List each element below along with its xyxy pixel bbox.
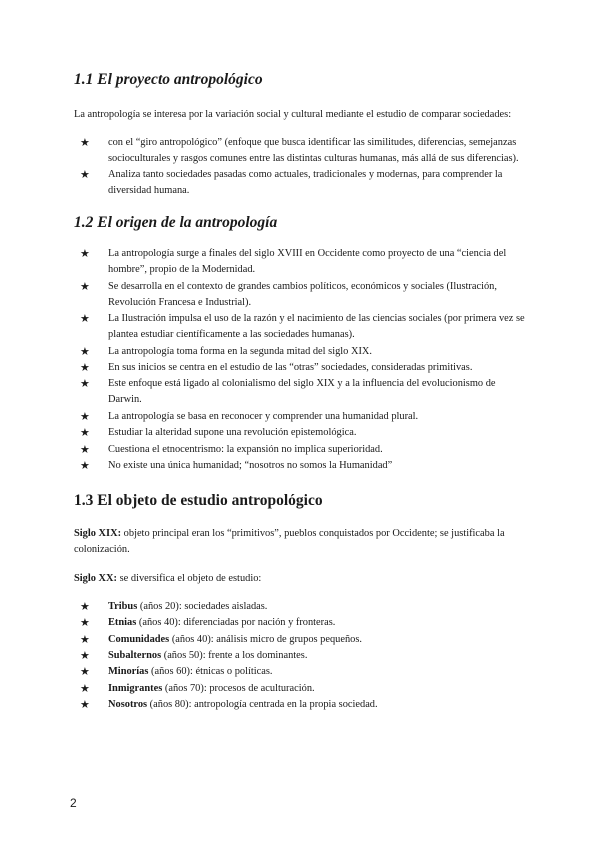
list-item [74,632,530,648]
list-item [74,344,530,360]
list-item [74,376,530,408]
star-bullet-icon: ★ [80,698,90,712]
list-item-text: (años 20): sociedades aisladas. [139,600,268,612]
list-item-text: Se desarrolla en el contexto de grandes cambios políticos, económicos y sociales (Ilustración, Revolución Francesa e Industrial). [108,280,497,308]
siglo-xx-label: Siglo XX: [74,572,118,584]
siglo-xx-text: se diversifica el objeto de estudio: [119,572,262,584]
list-item-text: Analiza tanto sociedades pasadas como actuales, tradicionales y modernas, para comprender la diversidad humana. [108,169,503,197]
star-bullet-icon: ★ [80,136,90,149]
section-1-1-list [74,135,530,199]
star-bullet-icon: ★ [80,632,90,646]
list-item-text: Este enfoque está ligado al colonialismo del siglo XIX y a la influencia del evolucionismo de Darwin. [108,378,496,406]
list-item-text: (años 50): frente a los dominantes. [163,650,308,662]
star-bullet-icon: ★ [80,665,90,679]
star-bullet-icon: ★ [80,442,90,456]
list-item [74,246,530,278]
list-item [74,409,530,425]
list-item [74,360,530,376]
list-item-text: La antropología se basa en reconocer y comprender una humanidad plural. [108,410,419,422]
star-bullet-icon: ★ [80,247,90,261]
list-item [74,442,530,458]
page-content [74,70,530,714]
list-item-text: Estudiar la alteridad supone una revolución epistemológica. [108,427,357,439]
list-item-text: (años 70): procesos de aculturación. [164,682,315,694]
star-bullet-icon: ★ [80,426,90,440]
section-1-3-list [74,599,530,713]
star-bullet-icon: ★ [80,279,90,293]
section-1-2-list [74,246,530,474]
star-bullet-icon: ★ [80,360,90,374]
star-bullet-icon: ★ [80,599,90,613]
siglo-xx-paragraph [74,571,530,587]
list-item-text: con el “giro antropológico” (enfoque que busca identificar las similitudes, diferencias, semejanzas socioculturales y rasgos comunes entre las distintas culturas humanas, más allá de sus diferencias). [108,137,519,164]
list-item-text: (años 60): étnicas o políticas. [151,666,273,678]
list-item [74,599,530,615]
list-item [74,279,530,311]
list-item-term: Subalternos [108,650,162,662]
star-bullet-icon: ★ [80,312,90,326]
section-1-2-title: 1.2 El origen de la antropología [74,214,278,232]
page-number: 2 [70,796,77,810]
list-item [74,681,530,697]
star-bullet-icon: ★ [80,681,90,695]
list-item-text: En sus inicios se centra en el estudio de las “otras” sociedades, consideradas primitivas. [108,361,473,373]
list-item-term: Inmigrantes [108,682,163,694]
star-bullet-icon: ★ [80,409,90,423]
section-1-3-title: 1.3 El objeto de estudio antropológico [74,491,323,509]
list-item [74,615,530,631]
list-item-text: (años 80): antropología centrada en la propia sociedad. [149,699,378,711]
list-item [74,648,530,664]
siglo-xix-paragraph [74,526,530,558]
section-1-1-title: 1.1 El proyecto antropológico [74,71,263,88]
list-item [74,425,530,441]
list-item [74,311,530,343]
siglo-xix-label: Siglo XIX: [74,527,122,539]
section-1-1-intro: La antropología se interesa por la variación social y cultural mediante el estudio de comparar sociedades: [74,109,512,120]
list-item [74,135,530,167]
list-item-term: Minorías [108,666,149,678]
list-item [74,697,530,713]
star-bullet-icon: ★ [80,616,90,630]
list-item-term: Etnias [108,617,137,629]
list-item-text: (años 40): análisis micro de grupos pequeños. [171,633,362,645]
list-item-text: La antropología surge a finales del siglo XVIII en Occidente como proyecto de una “ciencia del hombre”, propio de la Modernidad. [108,248,507,276]
list-item [74,664,530,680]
list-item-text: (años 40): diferenciadas por nación y fronteras. [138,617,336,629]
star-bullet-icon: ★ [80,377,90,391]
list-item-text: La antropología toma forma en la segunda mitad del siglo XIX. [108,345,373,357]
star-bullet-icon: ★ [80,168,90,182]
list-item-text: Cuestiona el etnocentrismo: la expansión no implica superioridad. [108,443,383,455]
list-item-term: Nosotros [108,699,148,711]
star-bullet-icon: ★ [80,344,90,358]
list-item-term: Comunidades [108,633,170,645]
star-bullet-icon: ★ [80,649,90,663]
list-item-text: La Ilustración impulsa el uso de la razón y el nacimiento de las ciencias sociales (por primera vez se plantea estudiar científicamente a las sociedades humanas). [108,313,525,341]
list-item [74,167,530,199]
siglo-xix-text: objeto principal eran los “primitivos”, pueblos conquistados por Occidente; se justificaba la colonización. [74,527,505,555]
list-item [74,458,530,474]
star-bullet-icon: ★ [80,458,90,472]
list-item-text: No existe una única humanidad; “nosotros no somos la Humanidad” [108,459,393,471]
list-item-term: Tribus [108,600,138,612]
